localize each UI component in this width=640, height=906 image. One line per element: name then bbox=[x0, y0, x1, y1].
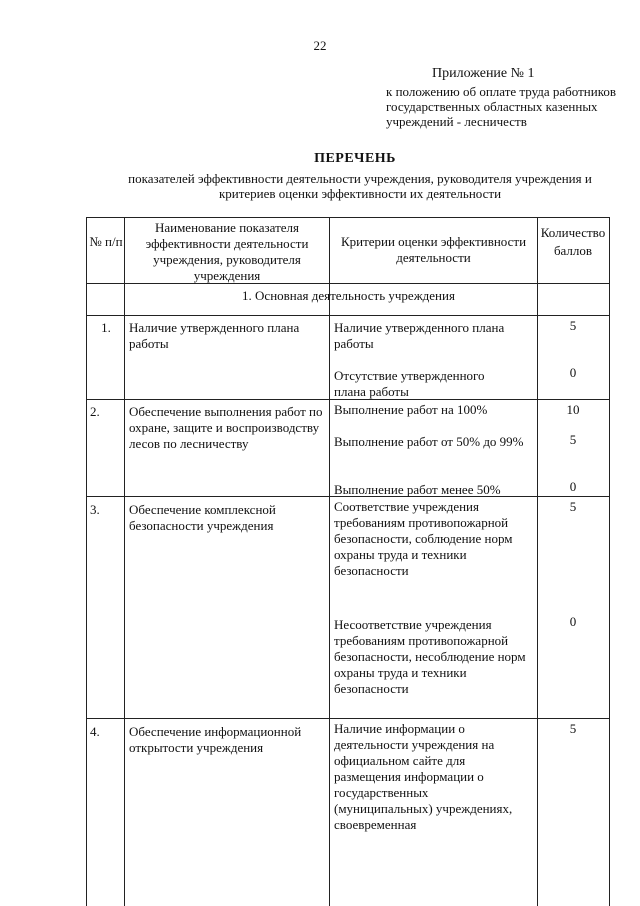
row-criterion: Наличие информации о деятельности учреждения на официальном сайте для размещения информации о государственных (муниципальных) учреждениях, своевременная bbox=[334, 721, 513, 832]
document-title: ПЕРЕЧЕНЬ bbox=[314, 151, 396, 166]
row-number: 4. bbox=[90, 724, 100, 739]
row-points: 5 bbox=[569, 721, 577, 736]
row-points: 0 bbox=[569, 614, 577, 629]
table-divider bbox=[87, 315, 610, 316]
row-number: 2. bbox=[90, 404, 100, 419]
row-criterion: Выполнение работ на 100% bbox=[334, 402, 488, 417]
row-criterion: Несоответствие учреждения требованиям противопожарной безопасности, несоблюдение норм охраны труда и техники безопасности bbox=[334, 617, 526, 696]
row-indicator: Обеспечение выполнения работ по охране, защите и воспроизводству лесов по лесничеству bbox=[129, 404, 323, 451]
row-number: 3. bbox=[90, 502, 100, 517]
row-indicator: Обеспечение комплексной безопасности учреждения bbox=[129, 502, 276, 533]
header-criteria: Критерии оценки эффективности деятельности bbox=[340, 234, 527, 265]
row-points: 10 bbox=[566, 402, 580, 417]
row-points: 0 bbox=[569, 479, 577, 494]
row-indicator: Наличие утвержденного плана работы bbox=[129, 320, 300, 351]
appendix-subtitle: к положению об оплате труда работников государственных областных казенных учреждений - лесничеств bbox=[386, 84, 617, 129]
row-indicator: Обеспечение информационной открытости учреждения bbox=[129, 724, 302, 755]
row-points: 0 bbox=[569, 365, 577, 380]
row-number: 1. bbox=[101, 320, 111, 335]
table-divider bbox=[609, 218, 610, 906]
table-divider bbox=[124, 218, 125, 906]
row-points: 5 bbox=[569, 318, 577, 333]
row-criterion: Выполнение работ менее 50% bbox=[334, 482, 501, 497]
indicators-table bbox=[86, 217, 610, 906]
table-divider bbox=[87, 718, 610, 719]
row-criterion: Соответствие учреждения требованиям противопожарной безопасности, соблюдение норм охраны труда и техники безопасности bbox=[334, 499, 513, 578]
row-points: 5 bbox=[569, 499, 577, 514]
row-points: 5 bbox=[569, 432, 577, 447]
header-indicator: Наименование показателя эффективности деятельности учреждения, руководителя учреждения bbox=[145, 220, 309, 283]
appendix-title: Приложение № 1 bbox=[432, 66, 535, 81]
page-number: 22 bbox=[313, 38, 327, 53]
header-points: Количество баллов bbox=[540, 225, 606, 258]
header-number: № п/п bbox=[89, 234, 123, 249]
section-title: 1. Основная деятельность учреждения bbox=[242, 288, 455, 303]
table-divider bbox=[329, 218, 330, 906]
row-criterion: Наличие утвержденного плана работы bbox=[334, 320, 505, 351]
row-criterion: Отсутствие утвержденного плана работы bbox=[334, 368, 485, 399]
row-criterion: Выполнение работ от 50% до 99% bbox=[334, 434, 524, 449]
document-subtitle: показателей эффективности деятельности учреждения, руководителя учреждения и критериев оценки эффективности их деятельности bbox=[128, 171, 592, 201]
